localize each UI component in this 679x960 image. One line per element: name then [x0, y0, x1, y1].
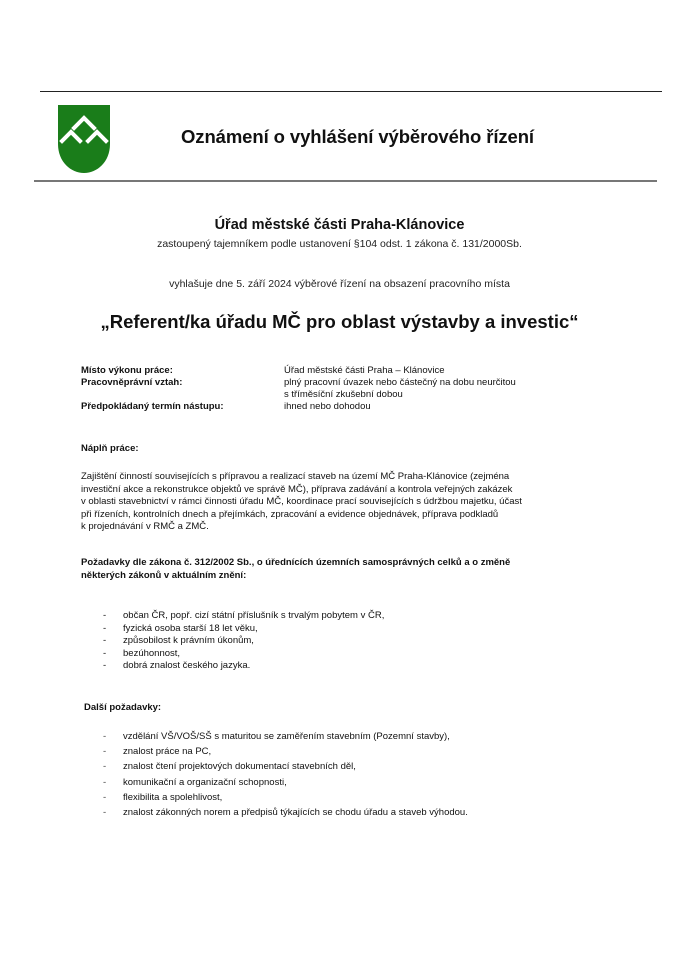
- list-item: [103, 744, 468, 759]
- info-label: Pracovněprávní vztah:: [81, 377, 183, 388]
- dash-bullet-icon: -: [103, 647, 107, 659]
- duties-line: k projednávání v RMČ a ZMČ.: [81, 521, 209, 532]
- other-requirements-list: [103, 729, 468, 820]
- list-item-text: občan ČR, popř. cizí státní příslušník s trvalým pobytem v ČR,: [123, 610, 385, 621]
- header-bottom-rule: [34, 180, 657, 182]
- list-item-text: znalost zákonných norem a předpisů týkajících se chodu úřadu a staveb výhodou.: [123, 807, 468, 819]
- list-item: [103, 729, 468, 744]
- document-title: Oznámení o vyhlášení výběrového řízení: [181, 126, 534, 147]
- dash-bullet-icon: -: [103, 761, 107, 773]
- list-item: [103, 660, 384, 673]
- green-shield-crest-icon: [57, 104, 111, 174]
- list-item-text: znalost práce na PC,: [123, 746, 212, 758]
- position-title: „Referent/ka úřadu MČ pro oblast výstavby a investic“: [100, 311, 579, 332]
- represented-by: zastoupený tajemníkem podle ustanovení §104 odst. 1 zákona č. 131/2000Sb.: [157, 238, 522, 250]
- duties-line: Zajištění činností souvisejících s přípravou a realizací staveb na území MČ Praha-Klánovice (zejména: [81, 471, 510, 482]
- list-item: [103, 775, 468, 790]
- dash-bullet-icon: -: [103, 731, 107, 742]
- info-value: plný pracovní úvazek nebo částečný na dobu neurčitou: [284, 377, 516, 388]
- list-item-text: dobrá znalost českého jazyka.: [123, 660, 251, 671]
- heading-line: Požadavky dle zákona č. 312/2002 Sb., o úřednících územních samosprávných celků a o změně: [81, 557, 511, 568]
- info-label: Předpokládaný termín nástupu:: [81, 401, 224, 412]
- list-item: [103, 648, 384, 661]
- dash-bullet-icon: -: [103, 776, 107, 788]
- dash-bullet-icon: -: [103, 807, 107, 819]
- dash-bullet-icon: -: [103, 610, 107, 621]
- list-item-text: komunikační a organizační schopnosti,: [123, 776, 287, 788]
- duties-heading: Náplň práce:: [81, 443, 139, 454]
- legal-requirements-heading: [81, 557, 561, 582]
- list-item: [103, 790, 468, 805]
- duties-paragraph: [81, 471, 621, 534]
- list-item-text: znalost čtení projektových dokumentací stavebních děl,: [123, 761, 356, 773]
- list-item-text: flexibilita a spolehlivost,: [123, 791, 223, 803]
- list-item: [103, 623, 384, 636]
- list-item-text: fyzická osoba starší 18 let věku,: [123, 622, 258, 634]
- info-value-group: [284, 377, 584, 401]
- header-top-rule: [40, 91, 662, 92]
- other-requirements-heading: Další požadavky:: [84, 702, 162, 713]
- duties-line: v oblasti stavebnictví v rámci činnosti úřadu MČ, koordinace prací souvisejících s údržbou majetku, účast: [81, 496, 522, 507]
- heading-line: některých zákonů v aktuálním znění:: [81, 569, 247, 581]
- info-row-start-date: [81, 401, 584, 413]
- info-label: Místo výkonu práce:: [81, 365, 173, 376]
- dash-bullet-icon: -: [103, 746, 107, 758]
- dash-bullet-icon: -: [103, 791, 107, 803]
- list-item: [103, 610, 384, 623]
- info-value: ihned nebo dohodou: [284, 401, 371, 412]
- dash-bullet-icon: -: [103, 635, 107, 646]
- list-item: [103, 805, 468, 820]
- list-item-text: bezúhonnost,: [123, 647, 181, 659]
- job-info-table: [81, 365, 584, 413]
- duties-line: investiční akce a rekonstrukce objektů ve správě MČ), příprava zadávání a kontrola veřejných zakázek: [81, 483, 513, 495]
- info-row-employment: [81, 377, 584, 401]
- info-value: Úřad městské části Praha – Klánovice: [284, 365, 445, 376]
- office-name: Úřad městské části Praha-Klánovice: [214, 217, 465, 233]
- list-item-text: vzdělání VŠ/VOŠ/SŠ s maturitou se zaměřením stavebním (Pozemní stavby),: [123, 731, 450, 742]
- duties-line: při řízeních, kontrolních dnech a přejímkách, zpracování a evidence objednávek, příprava podkladů: [81, 508, 499, 520]
- announcement-text: vyhlašuje dne 5. září 2024 výběrové řízení na obsazení pracovního místa: [169, 278, 510, 290]
- dash-bullet-icon: -: [103, 622, 107, 634]
- list-item-text: způsobilost k právním úkonům,: [123, 635, 254, 646]
- dash-bullet-icon: -: [103, 660, 107, 671]
- legal-requirements-list: [103, 610, 384, 673]
- info-row-workplace: [81, 365, 584, 377]
- info-value-continued: s tříměsíční zkušební dobou: [284, 389, 403, 400]
- list-item: [103, 759, 468, 774]
- list-item: [103, 635, 384, 648]
